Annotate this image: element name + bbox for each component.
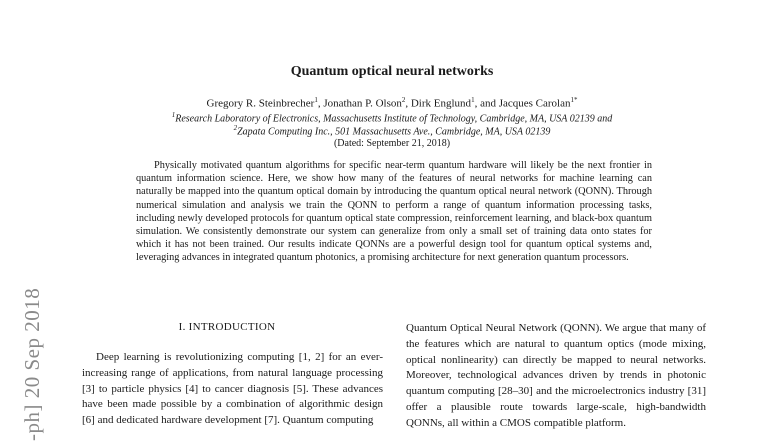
author-name: Jonathan P. Olson — [323, 97, 402, 110]
author-separator: , — [317, 97, 324, 110]
affiliation-2 — [0, 124, 784, 137]
affiliation-text: Research Laboratory of Electronics, Massachusetts Institute of Technology, Cambridge, MA, USA 02139 and — [175, 113, 613, 125]
author-list — [0, 96, 784, 110]
affiliation-text: Zapata Computing Inc., 501 Massachusetts Ave., Cambridge, MA, USA 02139 — [237, 126, 551, 138]
author-mark: 1 — [314, 96, 318, 104]
abstract: Physically motivated quantum algorithms for specific near-term quantum hardware will likely be the next frontier in quantum information science. Here, we show how many of the features of neural networks for machine learning can naturally be mapped into the quantum optical domain by introducing the quantum optical neural network (QONN). Through numerical simulation and analysis we train the QONN to perform a range of quantum information processing tasks, including newly developed protocols for quantum optical state compression, reinforcement learning, and black-box quantum simulation. We consistently demonstrate our system can generalize from only a small set of training data onto states for which it has not been trained. Our results indicate QONNs are a powerful design tool for quantum optical systems and, leveraging advances in integrated quantum photonics, a promising architecture for next generation quantum processors. — [136, 160, 652, 264]
intro-left-column: Deep learning is revolutionizing computing [1, 2] for an ever-increasing range of applications, from natural language processing [3] to particle physics [4] to cancer diagnosis [5]. These advances have been made possible by a combination of algorithmic design [6] and dedicated hardware development [7]. Quantum computing — [82, 351, 383, 427]
author-separator: , and — [474, 97, 499, 110]
author-name: Dirk Englund — [410, 97, 472, 110]
author-mark: 1 — [471, 96, 475, 104]
affiliation-mark: 1 — [171, 111, 176, 119]
author-mark: 2 — [401, 96, 406, 104]
intro-right-column: Quantum Optical Neural Network (QONN). We argue that many of the features which are natural to quantum optics (mode mixing, optical nonlinearity) can directly be mapped to neural networks. Moreover, technological advances driven by trends in photonic quantum computing [28–30] and the microelectronics industry [31] offer a plausible route towards large-scale, high-bandwidth QONNs, all within a CMOS compatible platform. — [406, 322, 706, 429]
affiliation-1 — [0, 111, 784, 124]
author-name: Jacques Carolan — [498, 97, 571, 110]
paper-title: Quantum optical neural networks — [290, 64, 494, 79]
affiliation-mark: 2 — [233, 124, 238, 132]
author-mark: 1* — [570, 96, 578, 104]
section-heading: I. INTRODUCTION — [178, 321, 276, 333]
author-name: Gregory R. Steinbrecher — [206, 97, 315, 110]
author-separator: , — [405, 97, 411, 110]
arxiv-stamp: -ph] 20 Sep 2018 — [20, 287, 44, 441]
dated-line: (Dated: September 21, 2018) — [333, 138, 451, 149]
